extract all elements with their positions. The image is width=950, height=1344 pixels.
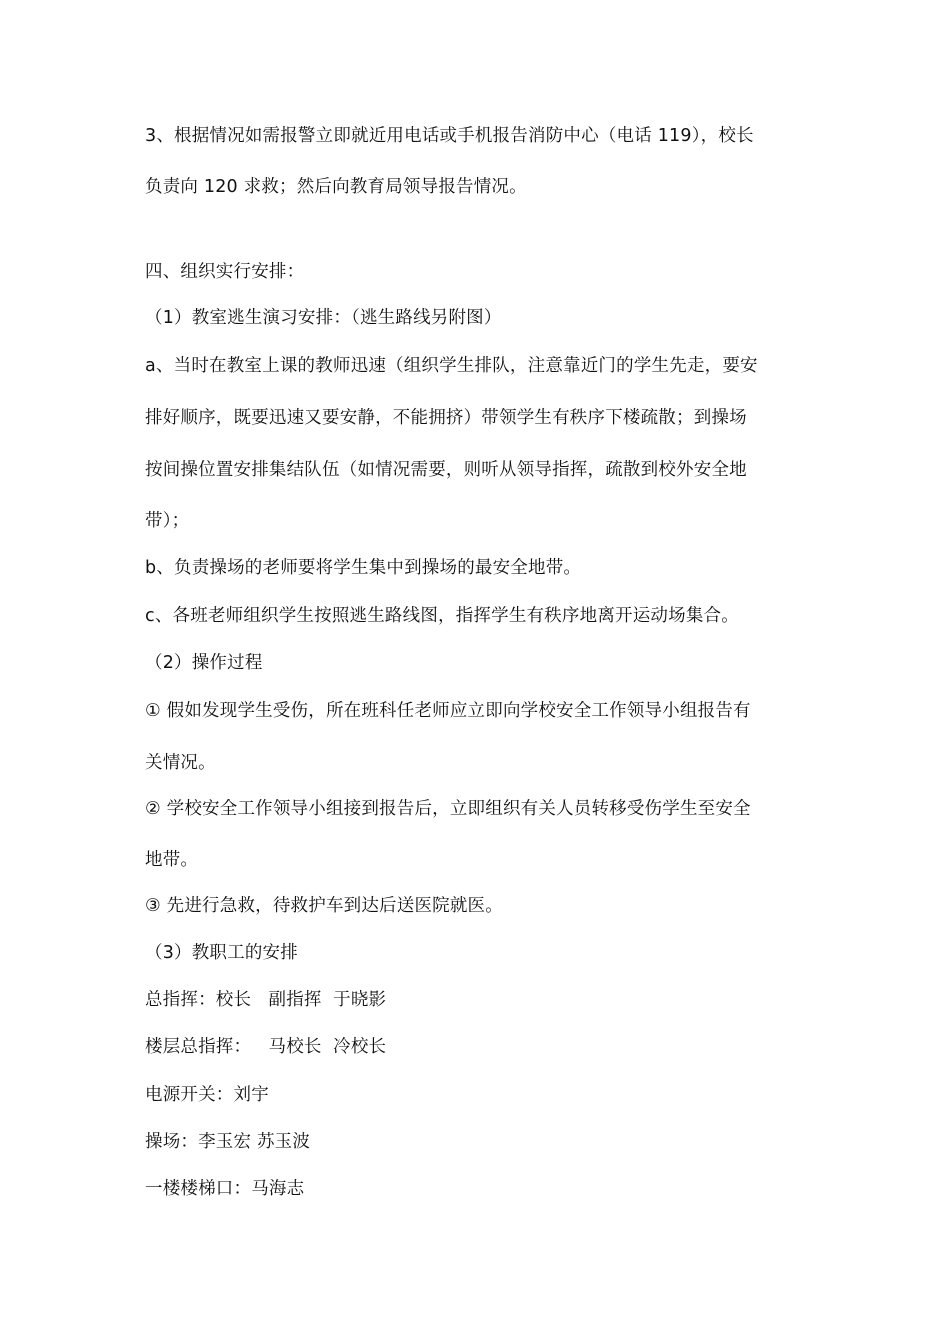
paragraph-line: ① 假如发现学生受伤，所在班科任老师应立即向学校安全工作领导小组报告有 (145, 701, 751, 721)
staff-assignment: 楼层总指挥： 马校长 冷校长 (145, 1037, 387, 1057)
staff-assignment: 电源开关：刘宇 (145, 1085, 269, 1105)
subsection-heading: （3）教职工的安排 (145, 943, 298, 963)
section-heading: 四、组织实行安排： (145, 262, 305, 282)
paragraph-line: 排好顺序，既要迅速又要安静，不能拥挤）带领学生有秩序下楼疏散；到操场 (145, 408, 747, 428)
paragraph-line: ③ 先进行急救，待救护车到达后送医院就医。 (145, 896, 503, 916)
staff-assignment: 操场：李玉宏 苏玉波 (145, 1132, 311, 1152)
paragraph-line: 按间操位置安排集结队伍（如情况需要，则听从领导指挥，疏散到校外安全地 (145, 460, 747, 480)
paragraph-line: 地带。 (145, 850, 199, 870)
subsection-heading: （2）操作过程 (145, 653, 263, 673)
paragraph-line: b、负责操场的老师要将学生集中到操场的最安全地带。 (145, 558, 582, 578)
paragraph-line: 3、根据情况如需报警立即就近用电话或手机报告消防中心（电话 119），校长 (145, 126, 754, 146)
paragraph-line: c、各班老师组织学生按照逃生路线图，指挥学生有秩序地离开运动场集合。 (145, 606, 739, 626)
paragraph-line: 负责向 120 求救；然后向教育局领导报告情况。 (145, 177, 527, 197)
paragraph-line: ② 学校安全工作领导小组接到报告后，立即组织有关人员转移受伤学生至安全 (145, 799, 751, 819)
subsection-heading: （1）教室逃生演习安排：（逃生路线另附图） (145, 308, 502, 328)
staff-assignment: 总指挥：校长 副指挥 于晓影 (145, 990, 387, 1010)
paragraph-line: 关情况。 (145, 753, 216, 773)
staff-assignment: 一楼楼梯口：马海志 (145, 1179, 305, 1199)
paragraph-line: a、当时在教室上课的教师迅速（组织学生排队，注意靠近门的学生先走，要安 (145, 356, 758, 376)
paragraph-line: 带）； (145, 511, 190, 531)
